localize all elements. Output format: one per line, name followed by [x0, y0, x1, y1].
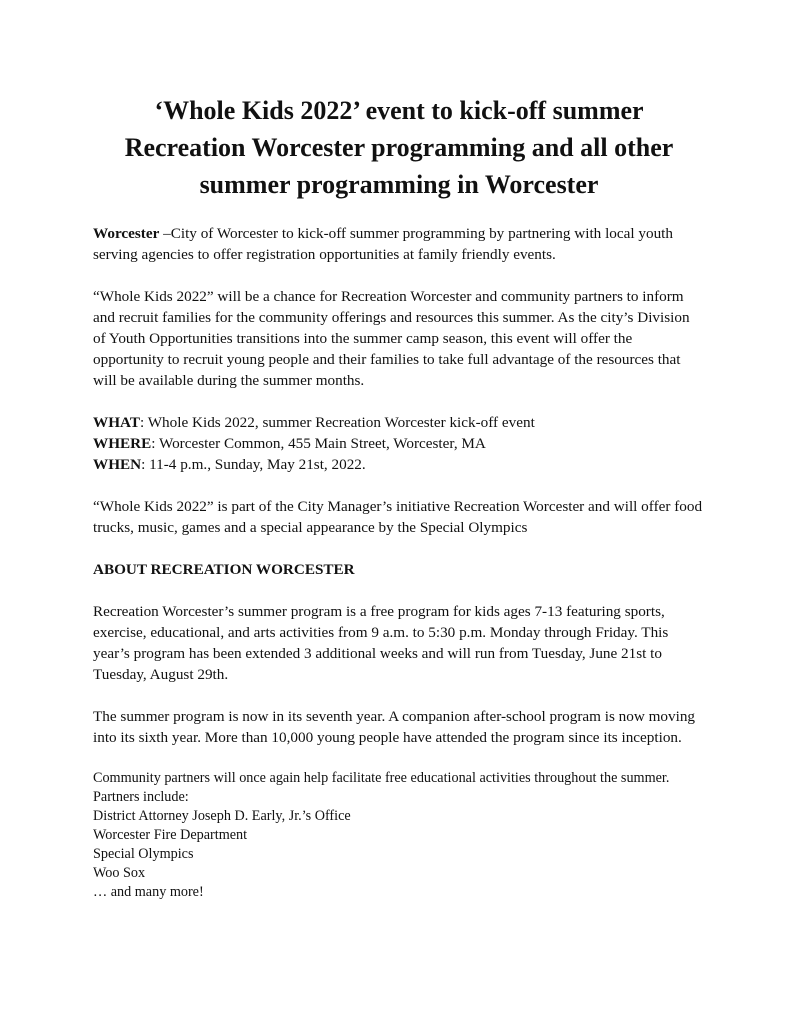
partner-item: Woo Sox: [93, 865, 146, 881]
when-line: [93, 454, 705, 475]
what-value: : Whole Kids 2022, summer Recreation Worcester kick-off event: [139, 414, 535, 431]
intro-paragraph: [93, 223, 705, 265]
when-value: : 11-4 p.m., Sunday, May 21st, 2022.: [141, 456, 366, 473]
intro-text: –City of Worcester to kick-off summer programming by partnering with local youth serving agencies to offer registration opportunities at family friendly events.: [93, 225, 673, 263]
about-paragraph-program: Recreation Worcester’s summer program is a free program for kids ages 7-13 featuring sports, exercise, educational, and arts activities from 9 a.m. to 5:30 p.m. Monday through Friday. This year’s program has been extended 3 additional weeks and will run from Tuesday, June 21st to Tuesday, August 29th.: [93, 603, 669, 683]
partner-item: … and many more!: [93, 884, 204, 900]
when-label: WHEN: [93, 456, 142, 473]
about-heading: ABOUT RECREATION WORCESTER: [93, 561, 355, 578]
what-label: WHAT: [93, 414, 140, 431]
where-value: : Worcester Common, 455 Main Street, Worcester, MA: [151, 435, 486, 452]
partners-intro: Community partners will once again help facilitate free educational activities throughout the summer. Partners include:: [93, 770, 670, 805]
event-description-paragraph: “Whole Kids 2022” will be a chance for Recreation Worcester and community partners to inform and recruit families for the community offerings and resources this summer. As the city’s Division of Youth Opportunities transitions into the summer camp season, this event will offer the opportunity to recruit young people and their families to take full advantage of the resources that will be available during the summer months.: [93, 288, 690, 389]
where-line: [93, 433, 705, 454]
partner-item: Worcester Fire Department: [93, 827, 248, 843]
where-label: WHERE: [93, 435, 152, 452]
what-line: [93, 412, 705, 433]
document-page: [93, 92, 705, 902]
initiative-paragraph: “Whole Kids 2022” is part of the City Manager’s initiative Recreation Worcester and will offer food trucks, music, games and a special appearance by the Special Olympics: [93, 498, 703, 536]
dateline: Worcester: [93, 225, 160, 242]
about-paragraph-history: The summer program is now in its seventh year. A companion after-school program is now moving into its sixth year. More than 10,000 young people have attended the program since its inception.: [93, 708, 696, 746]
title-line: Recreation Worcester programming and all other: [124, 133, 674, 162]
title-line: ‘Whole Kids 2022’ event to kick-off summer: [154, 96, 644, 125]
event-details: [93, 412, 705, 475]
title-line: summer programming in Worcester: [199, 170, 599, 199]
document-title: [93, 92, 705, 203]
partner-item: District Attorney Joseph D. Early, Jr.’s Office: [93, 808, 351, 824]
partner-item: Special Olympics: [93, 846, 194, 862]
partners-section: [93, 769, 705, 902]
